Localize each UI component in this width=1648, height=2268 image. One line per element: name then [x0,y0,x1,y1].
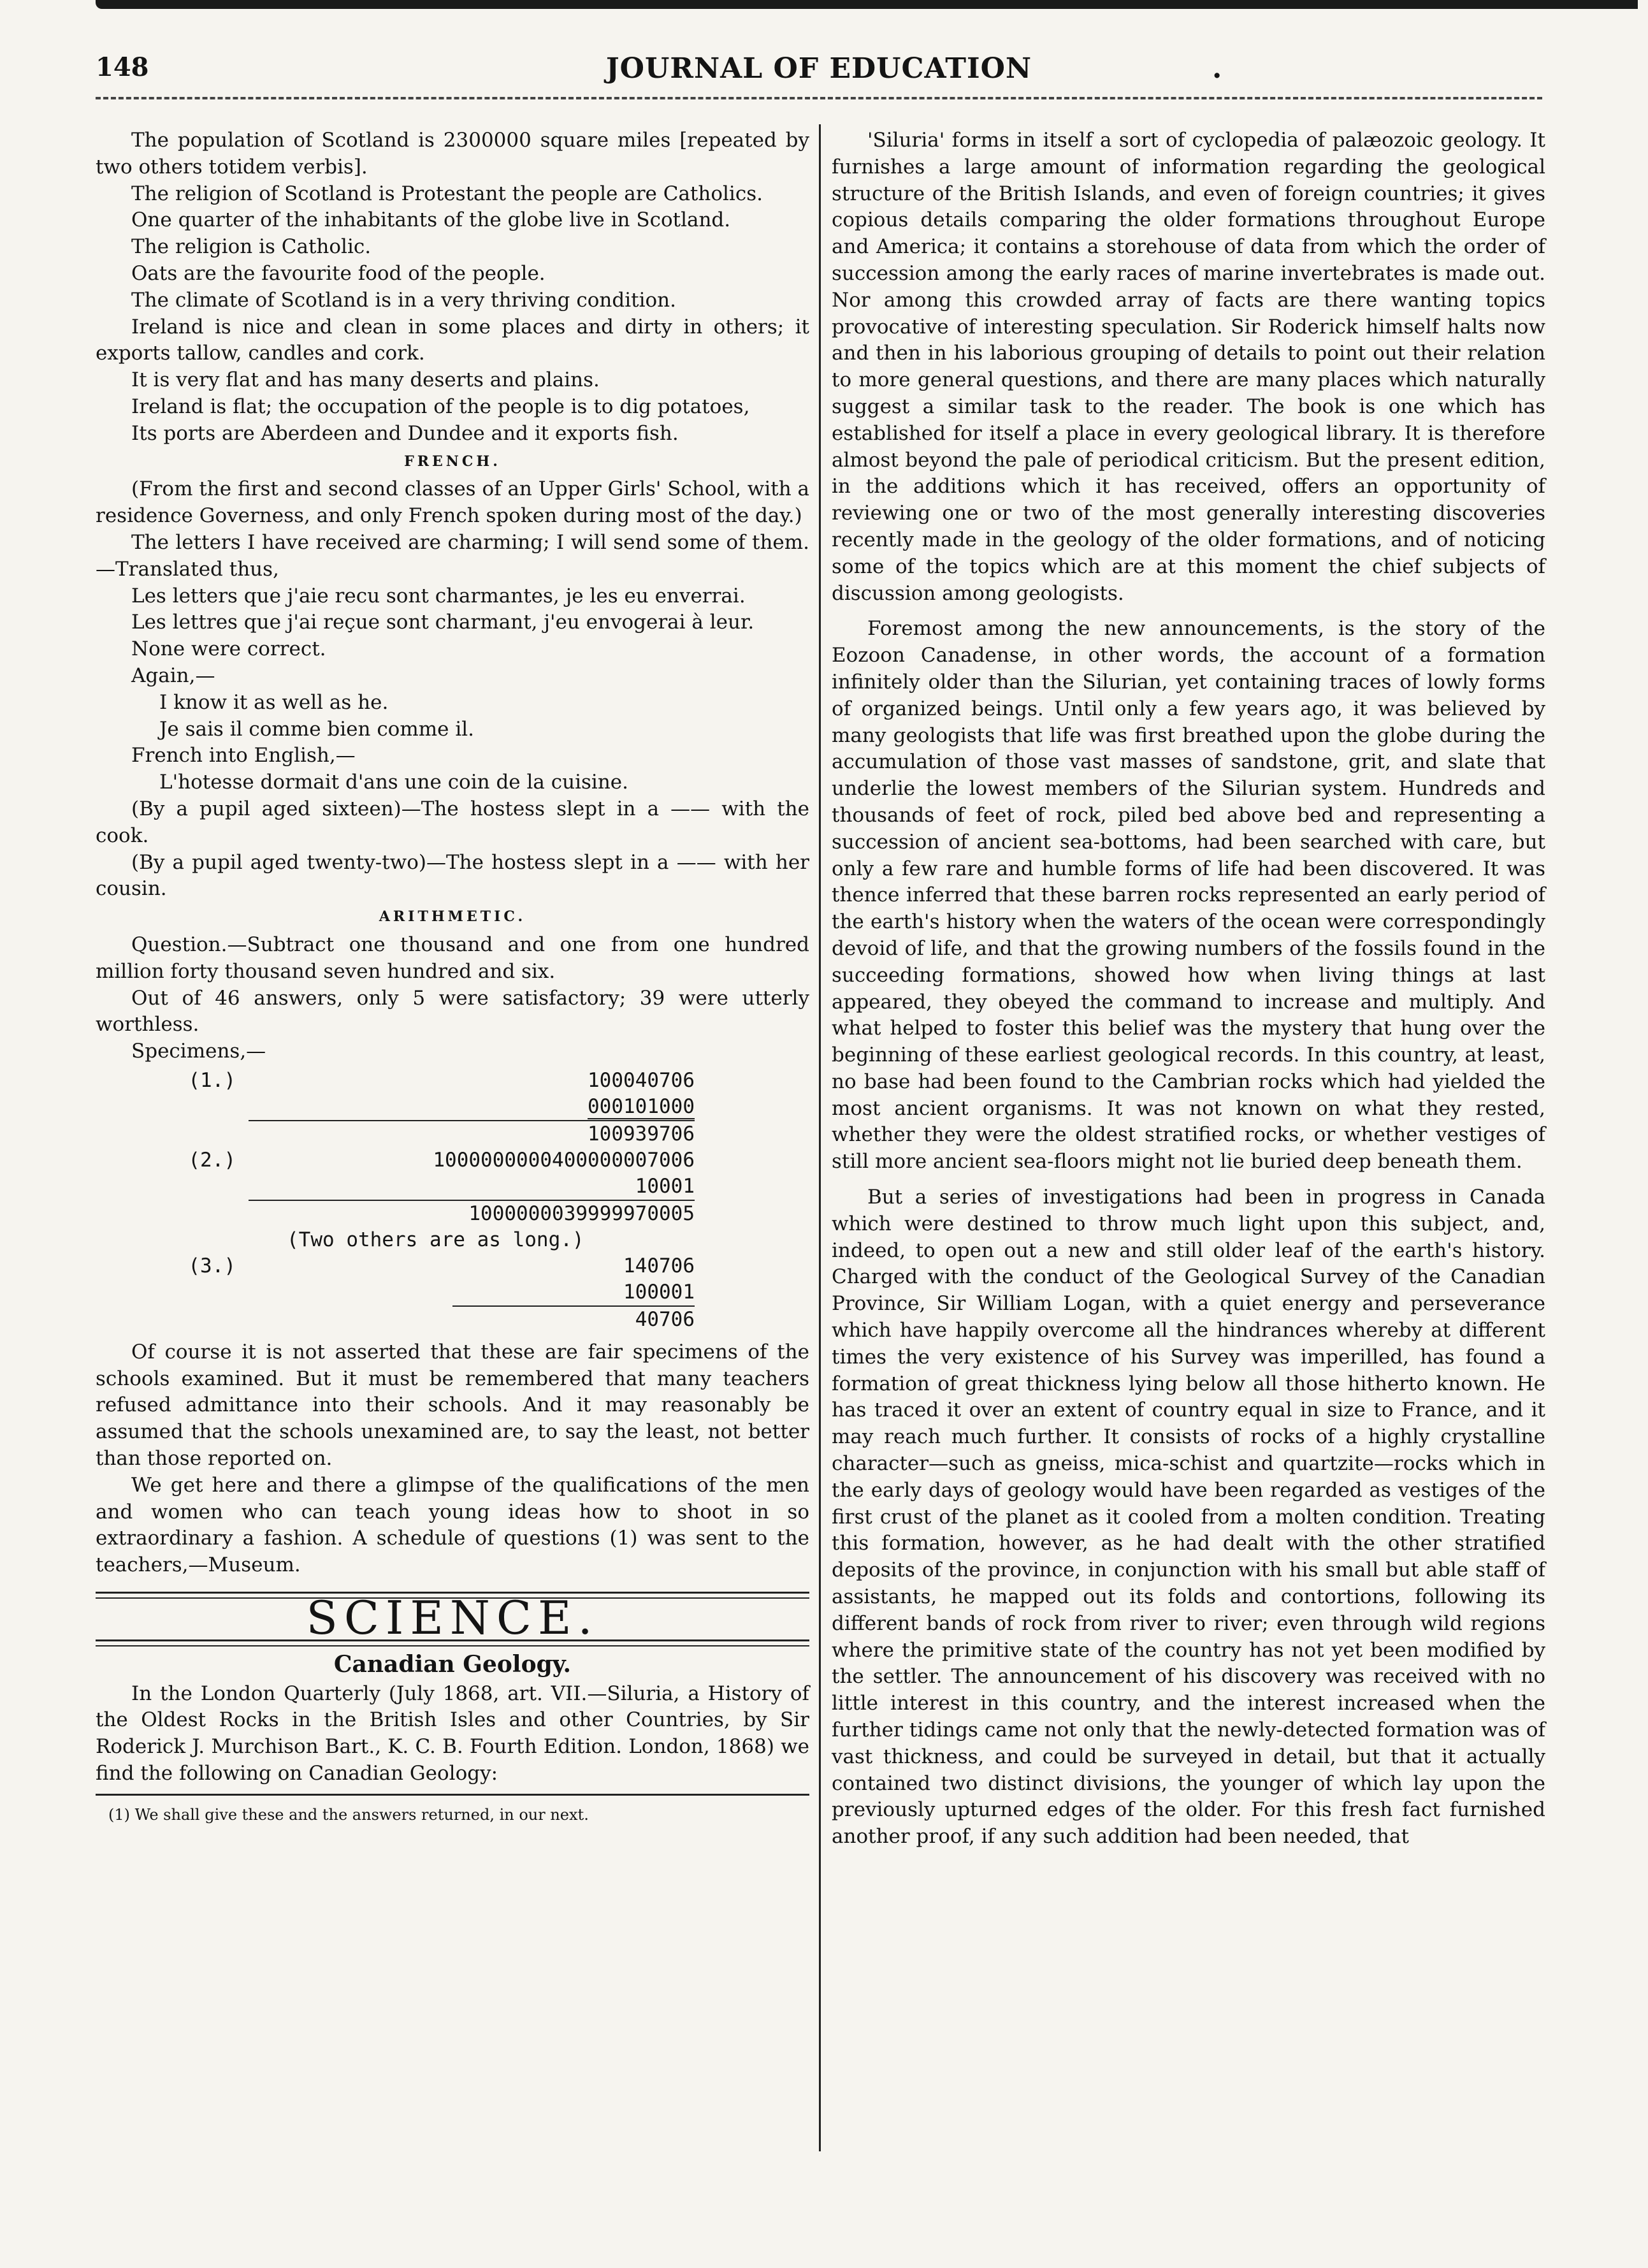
french-heading: FRENCH. [404,453,501,470]
geo-line: Oats are the favourite food of the people. [131,261,546,285]
article-title: Canadian Geology. [333,1650,572,1678]
header-dot: . [1212,52,1222,85]
page-number: 148 [96,52,149,82]
page-header [96,52,1542,91]
specimen-minuend: 140706 [623,1254,695,1277]
london-quarterly-paragraph: In the London Quarterly (July 1868, art. VII.—Siluria, a History of the Oldest Rocks in the British Isles and other Countries, by Sir Roderick J. Murchison Bart., K. C. B. Fourth Edition. London, 1868) we find the following on Canadian Geology: [96,1682,809,1785]
french-intro: (From the first and second classes of an Upper Girls' School, with a residence Governess, and only French spoken during most of the day.) [96,477,809,528]
arithmetic-heading: ARITHMETIC. [379,908,526,926]
geo-line: The religion is Catholic. [131,235,372,259]
specimen-minuend: 1000000000400000007006 [433,1148,695,1172]
specimen-result: 40706 [452,1305,695,1333]
left-column [96,127,809,1829]
french-letters: The letters I have received are charming; I will send some of them.—Translated thus, [96,530,809,581]
pupil-sixteen: (By a pupil aged sixteen)—The hostess slept in a —— with the cook. [96,797,809,847]
siluria-paragraph: 'Siluria' forms in itself a sort of cyclopedia of palæozoic geology. It furnishes a large amount of information regarding the geological structure of the British Islands, and even of foreign countries; it gives copious details comparing the older formations throughout Europe and America; it contains a storehouse of data from which the order of succession among the early races of marine invertebrates is made out. Nor among this crowded array of facts are there wanting topics provocative of interesting speculation. Sir Roderick himself halts now and then in his laborious grouping of details to point out their relation to more general questions, and there are many places which naturally suggest a similar task to the reader. The book is one which has established for itself a place in every geological library. It is therefore almost beyond the pale of periodical criticism. But the present edition, in the additions which it has received, offers an opportunity of reviewing one or two of the most generally interesting discoveries recently made in the geology of the older formations, and of noticing some of the topics which are at this moment the chief subjects of discussion among geologists. [832,129,1545,605]
header-rule [96,97,1542,99]
none-correct: None were correct. [131,637,326,661]
geo-line: The religion of Scotland is Protestant the people are Catholics. [131,182,763,205]
again-label: Again,— [131,664,215,687]
geo-line: One quarter of the inhabitants of the globe live in Scotland. [131,208,731,232]
specimen-minuend: 100040706 [588,1068,695,1092]
glimpse-paragraph: We get here and there a glimpse of the qualifications of the men and women who can teach young ideas how to shoot in so extraordinary a fashion. A schedule of questions (1) was sent to the teachers,—Museum. [96,1473,809,1577]
geo-line: Ireland is flat; the occupation of the people is to dig potatoes, [131,395,750,418]
geo-line: The climate of Scotland is in a very thriving condition. [131,288,676,312]
answers-summary: Out of 46 answers, only 5 were satisfactory; 39 were utterly worthless. [96,986,809,1036]
geo-line: Ireland is nice and clean in some places and dirty in others; it exports tallow, candles and cork. [96,315,809,365]
geo-line: The population of Scotland is 2300000 square miles [repeated by two others totidem verbis]. [96,129,809,178]
arithmetic-specimens [96,1068,809,1333]
footnote: (1) We shall give these and the answers returned, in our next. [108,1805,589,1824]
journal-title: JOURNAL OF EDUCATION [605,52,1032,85]
specimens-label: Specimens,— [131,1040,266,1063]
geo-line: It is very flat and has many deserts and plains. [131,368,600,392]
again-line-2: Je sais il comme bien comme il. [159,717,475,741]
again-line-1: I know it as well as he. [159,690,389,714]
specimen-label: (3.) [188,1254,236,1277]
french-into-english: French into English,— [131,744,356,767]
column-divider [819,124,821,2151]
series-paragraph: But a series of investigations had been in progress in Canada which were destined to throw much light upon this subject, and, indeed, to open out a new and still older leaf of the earth's history. Charged with the conduct of the Geological Survey of the Canadian Province, Sir William Logan, with a quiet energy and perseverance which have happily overcome all the hindrances whereby at different times the very existence of his Survey was imperilled, has found a formation of great thickness lying below all those hitherto known. He has traced it over an extent of country equal in size to France, and it may reach much further. It consists of rocks of a highly crystalline character—such as gneiss, mica-schist and quartzite—rocks which in the early days of geology would have been regarded as vestiges of the first crust of the planet as it cooled from a molten condition. Treating this formation, however, as he had dealt with the other stratified deposits of the province, in conjunction with his small but able staff of assistants, he mapped out its folds and contortions, following its different bands of rock from river to river; even through wild regions where the primitive state of the country has not yet been modified by the settler. The announcement of his discovery was received with no little interest in this country, and the interest increased when the further tidings came not only that the newly-detected formation was of vast thickness, and could be surveyed in detail, but that it actually contained two distinct divisions, the younger of which lay upon the previously upturned edges of the older. For this fresh fact furnished another proof, if any such addition had been needed, that [832,1186,1545,1849]
specimen-label: (1.) [188,1068,236,1092]
specimen-result: 1000000039999970005 [249,1200,695,1227]
french-translation-2: Les lettres que j'ai reçue sont charmant, j'eu envogerai à leur. [131,611,755,634]
science-section-title: SCIENCE. [306,1591,599,1645]
specimen-subtrahend: 000101000 [588,1094,695,1118]
top-border-bar [96,0,1638,9]
french-translation-1: Les letters que j'aie recu sont charmantes, je les eu enverrai. [131,584,746,607]
specimen-label: (2.) [188,1148,236,1172]
specimen-note: (Two others are as long.) [287,1228,584,1251]
specimen-subtrahend: 100001 [623,1280,695,1304]
specimen-result: 100939706 [249,1120,695,1147]
pupil-twenty-two: (By a pupil aged twenty-two)—The hostess slept in a —— with her cousin. [96,850,809,901]
right-column [832,127,1545,1850]
of-course-paragraph: Of course it is not asserted that these are fair specimens of the schools examined. But it must be remembered that many teachers refused admittance into their schools. And it may reasonably be assumed that the schools unexamined are, to say the least, not better than those reported on. [96,1340,809,1471]
specimen-subtrahend: 10001 [635,1174,695,1198]
geo-line: Its ports are Aberdeen and Dundee and it exports fish. [131,421,679,445]
foremost-paragraph: Foremost among the new announcements, is the story of the Eozoon Canadense, in other words, the account of a formation infinitely older than the Silurian, yet containing traces of lowly forms of organized beings. Until only a few years ago, it was believed by many geologists that life was first breathed upon the globe during the accumulation of those vast masses of sandstone, grit, and slate that underlie the lowest members of the Silurian system. Hundreds and thousands of feet of rock, piled bed above bed and representing a succession of ancient sea-bottoms, had been searched with care, but only a few rare and humble forms of life had been discovered. It was thence inferred that these barren rocks represented an early period of the earth's history when the waters of the ocean were correspondingly devoid of life, and that the growing numbers of the fossils found in the succeeding formations, showed how when living things at last appeared, they obeyed the command to increase and multiply. And what helped to foster this belief was the mystery that hung over the beginning of these earliest geological records. In this country, at least, no base had been found to the Cambrian rocks which had yielded the most ancient organisms. It was not known on what they rested, whether they were the oldest stratified rocks, or whether vestiges of still more ancient sea-floors might not lie buried deep beneath them. [832,617,1545,1174]
hotesse-line: L'hotesse dormait d'ans une coin de la cuisine. [159,771,628,794]
footnote-rule [96,1794,809,1796]
question: Question.—Subtract one thousand and one from one hundred million forty thousand seven hundred and six. [96,933,809,983]
